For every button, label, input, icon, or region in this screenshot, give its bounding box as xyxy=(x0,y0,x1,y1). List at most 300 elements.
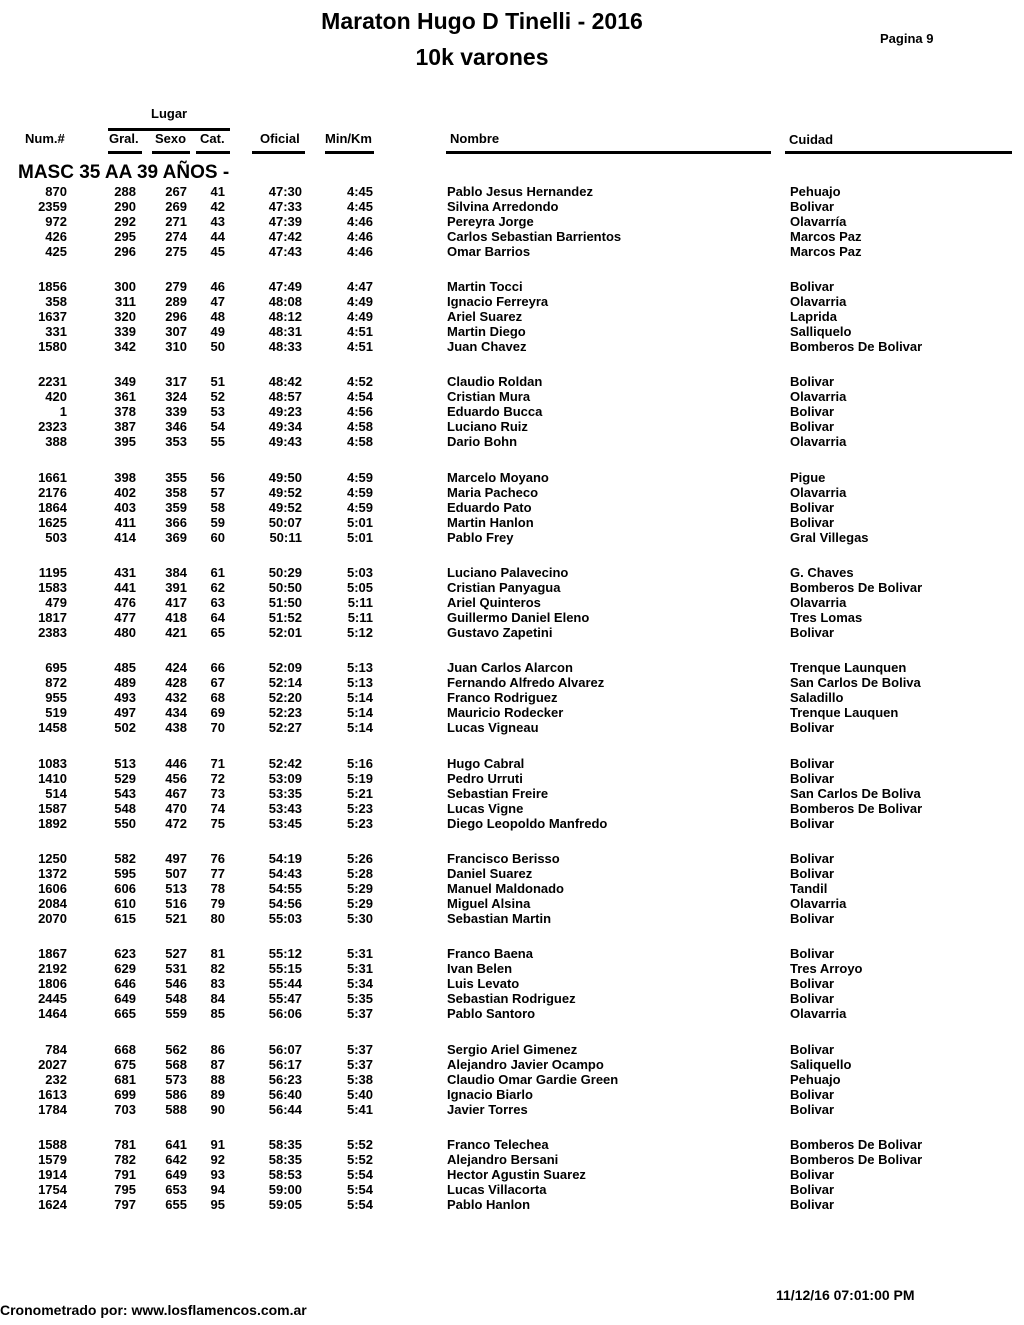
table-row xyxy=(0,625,1024,640)
cell-cat: 68 xyxy=(210,690,225,706)
cell-minkm: 5:52 xyxy=(346,1137,373,1152)
cell-cat: 67 xyxy=(210,675,225,691)
cell-cat: 74 xyxy=(210,801,225,817)
cell-nombre: Mauricio Rodecker xyxy=(447,705,564,721)
cell-oficial: 52:14 xyxy=(268,675,302,691)
cell-sexo: 562 xyxy=(165,1042,187,1057)
cell-num: 1458 xyxy=(38,720,67,736)
cell-sexo: 324 xyxy=(165,389,187,405)
table-row xyxy=(0,199,1024,214)
table-row xyxy=(0,324,1024,339)
cell-oficial: 51:50 xyxy=(268,595,302,611)
column-header-sexo: Sexo xyxy=(155,131,187,146)
cell-minkm: 4:58 xyxy=(346,419,373,435)
cell-oficial: 48:57 xyxy=(268,389,302,405)
cell-minkm: 5:11 xyxy=(347,595,373,611)
cell-ciudad: Salliquelo xyxy=(790,324,852,340)
cell-sexo: 353 xyxy=(165,434,187,450)
cell-oficial: 55:47 xyxy=(268,991,302,1007)
cell-oficial: 55:12 xyxy=(268,946,302,961)
cell-gral: 378 xyxy=(114,404,136,420)
cell-num: 1624 xyxy=(38,1197,67,1213)
cell-minkm: 4:51 xyxy=(346,324,373,340)
cell-sexo: 559 xyxy=(165,1006,187,1022)
cell-oficial: 49:50 xyxy=(268,470,302,485)
cell-oficial: 56:17 xyxy=(268,1057,302,1073)
cell-sexo: 548 xyxy=(165,991,187,1007)
cell-cat: 70 xyxy=(210,720,225,736)
cell-nombre: Guillermo Daniel Eleno xyxy=(447,610,590,626)
column-header-minkm: Min/Km xyxy=(325,131,372,146)
cell-gral: 543 xyxy=(114,786,136,802)
cell-nombre: Sebastian Freire xyxy=(447,786,549,802)
table-row xyxy=(0,244,1024,259)
cell-sexo: 470 xyxy=(165,801,187,817)
cell-nombre: Hector Agustin Suarez xyxy=(447,1167,586,1183)
cell-nombre: Pablo Hanlon xyxy=(447,1197,531,1213)
cell-minkm: 5:14 xyxy=(346,690,373,706)
cell-ciudad: Olavarria xyxy=(790,896,847,912)
cell-gral: 797 xyxy=(114,1197,136,1213)
cell-num: 1784 xyxy=(38,1102,67,1118)
cell-minkm: 5:14 xyxy=(346,720,373,736)
cell-num: 1083 xyxy=(38,756,67,771)
cell-cat: 66 xyxy=(210,660,225,675)
cell-ciudad: Pehuajo xyxy=(790,1072,841,1088)
cell-sexo: 432 xyxy=(165,690,187,706)
cell-num: 1613 xyxy=(38,1087,67,1103)
cell-minkm: 5:29 xyxy=(346,881,373,897)
header-rule-nombre xyxy=(446,151,771,154)
cell-num: 1806 xyxy=(38,976,67,992)
cell-ciudad: Olavarria xyxy=(790,434,847,450)
cell-num: 1625 xyxy=(38,515,67,531)
cell-oficial: 48:42 xyxy=(268,374,302,389)
table-row xyxy=(0,389,1024,404)
cell-ciudad: Bolivar xyxy=(790,991,835,1007)
cell-cat: 55 xyxy=(210,434,225,450)
cell-gral: 699 xyxy=(114,1087,136,1103)
cell-nombre: Ivan Belen xyxy=(447,961,513,977)
table-row xyxy=(0,595,1024,610)
cell-oficial: 52:23 xyxy=(268,705,302,721)
table-row xyxy=(0,705,1024,720)
cell-sexo: 358 xyxy=(165,485,187,501)
cell-sexo: 339 xyxy=(165,404,187,420)
cell-minkm: 5:03 xyxy=(346,565,373,580)
cell-gral: 349 xyxy=(114,374,136,389)
cell-gral: 342 xyxy=(114,339,136,355)
cell-sexo: 513 xyxy=(165,881,187,897)
cell-ciudad: Marcos Paz xyxy=(790,229,862,245)
cell-sexo: 641 xyxy=(165,1137,187,1152)
cell-ciudad: Olavarria xyxy=(790,485,847,501)
cell-sexo: 472 xyxy=(165,816,187,832)
cell-minkm: 4:59 xyxy=(346,470,373,485)
cell-cat: 79 xyxy=(210,896,225,912)
cell-sexo: 307 xyxy=(165,324,187,340)
cell-cat: 69 xyxy=(210,705,225,721)
cell-gral: 502 xyxy=(114,720,136,736)
cell-sexo: 310 xyxy=(165,339,187,355)
cell-minkm: 5:52 xyxy=(346,1152,373,1168)
cell-oficial: 49:34 xyxy=(268,419,302,435)
cell-nombre: Daniel Suarez xyxy=(447,866,533,882)
cell-nombre: Pereyra Jorge xyxy=(447,214,534,230)
cell-cat: 63 xyxy=(210,595,225,611)
cell-nombre: Martin Diego xyxy=(447,324,526,340)
cell-cat: 54 xyxy=(210,419,225,435)
cell-minkm: 5:37 xyxy=(346,1057,373,1073)
cell-gral: 480 xyxy=(114,625,136,641)
cell-cat: 45 xyxy=(210,244,225,260)
cell-nombre: Ariel Quinteros xyxy=(447,595,541,611)
cell-minkm: 4:54 xyxy=(346,389,373,405)
cell-num: 2359 xyxy=(38,199,67,215)
table-row xyxy=(0,866,1024,881)
cell-cat: 82 xyxy=(210,961,225,977)
cell-oficial: 55:15 xyxy=(268,961,302,977)
cell-cat: 61 xyxy=(210,565,225,580)
cell-num: 870 xyxy=(45,184,67,199)
cell-num: 358 xyxy=(45,294,67,310)
cell-oficial: 59:05 xyxy=(268,1197,302,1213)
cell-nombre: Gustavo Zapetini xyxy=(447,625,553,641)
table-row xyxy=(0,816,1024,831)
cell-cat: 72 xyxy=(210,771,225,787)
cell-num: 1250 xyxy=(38,851,67,866)
cell-num: 519 xyxy=(45,705,67,721)
cell-cat: 50 xyxy=(210,339,225,355)
cell-ciudad: Laprida xyxy=(790,309,837,325)
cell-minkm: 4:51 xyxy=(346,339,373,355)
column-header-cat: Cat. xyxy=(200,131,225,146)
cell-ciudad: Bomberos De Bolivar xyxy=(790,339,923,355)
cell-nombre: Martin Hanlon xyxy=(447,515,534,531)
table-row xyxy=(0,756,1024,771)
cell-oficial: 56:40 xyxy=(268,1087,302,1103)
cell-sexo: 649 xyxy=(165,1167,187,1183)
cell-oficial: 53:43 xyxy=(268,801,302,817)
cell-minkm: 5:37 xyxy=(346,1006,373,1022)
cell-nombre: Carlos Sebastian Barrientos xyxy=(447,229,622,245)
cell-ciudad: Bolivar xyxy=(790,1102,835,1118)
table-row xyxy=(0,881,1024,896)
cell-oficial: 56:23 xyxy=(268,1072,302,1088)
cell-ciudad: Bolivar xyxy=(790,374,835,389)
print-timestamp: 11/12/16 07:01:00 PM xyxy=(776,1287,915,1303)
cell-nombre: Miguel Alsina xyxy=(447,896,531,912)
cell-ciudad: Bolivar xyxy=(790,976,835,992)
cell-minkm: 4:45 xyxy=(346,199,373,215)
cell-cat: 86 xyxy=(210,1042,225,1057)
table-row xyxy=(0,1057,1024,1072)
cell-num: 426 xyxy=(45,229,67,245)
cell-gral: 665 xyxy=(114,1006,136,1022)
cell-ciudad: San Carlos De Boliva xyxy=(790,675,921,691)
cell-minkm: 4:52 xyxy=(346,374,373,389)
cell-nombre: Marcelo Moyano xyxy=(447,470,549,485)
cell-nombre: Cristian Mura xyxy=(447,389,531,405)
cell-nombre: Pablo Jesus Hernandez xyxy=(447,184,593,199)
cell-num: 1606 xyxy=(38,881,67,897)
cell-cat: 58 xyxy=(210,500,225,516)
cell-oficial: 59:00 xyxy=(268,1182,302,1198)
cell-sexo: 271 xyxy=(165,214,187,230)
table-row xyxy=(0,946,1024,961)
cell-sexo: 434 xyxy=(165,705,187,721)
header-rule-sexo xyxy=(152,151,190,154)
cell-num: 2445 xyxy=(38,991,67,1007)
cell-sexo: 516 xyxy=(165,896,187,912)
cell-ciudad: Bolivar xyxy=(790,771,835,787)
cell-cat: 92 xyxy=(210,1152,225,1168)
cell-ciudad: Bolivar xyxy=(790,1182,835,1198)
cell-nombre: Eduardo Pato xyxy=(447,500,532,516)
table-row xyxy=(0,896,1024,911)
cell-nombre: Dario Bohn xyxy=(447,434,518,450)
cell-minkm: 5:16 xyxy=(346,756,373,771)
column-header-num: Num.# xyxy=(25,131,65,146)
cell-nombre: Sebastian Martin xyxy=(447,911,552,927)
cell-sexo: 467 xyxy=(165,786,187,802)
cell-ciudad: Bomberos De Bolivar xyxy=(790,1137,923,1152)
cell-oficial: 53:45 xyxy=(268,816,302,832)
cell-nombre: Lucas Villacorta xyxy=(447,1182,547,1198)
cell-nombre: Eduardo Bucca xyxy=(447,404,543,420)
cell-gral: 295 xyxy=(114,229,136,245)
cell-cat: 60 xyxy=(210,530,225,546)
cell-oficial: 56:06 xyxy=(268,1006,302,1022)
cell-oficial: 58:53 xyxy=(268,1167,302,1183)
cell-minkm: 4:46 xyxy=(346,244,373,260)
cell-num: 1372 xyxy=(38,866,67,882)
cell-nombre: Francisco Berisso xyxy=(447,851,560,866)
cell-nombre: Pablo Santoro xyxy=(447,1006,536,1022)
table-row xyxy=(0,786,1024,801)
cell-minkm: 5:26 xyxy=(346,851,373,866)
table-row xyxy=(0,500,1024,515)
cell-nombre: Lucas Vigne xyxy=(447,801,524,817)
column-header-ciudad: Cuidad xyxy=(789,132,834,147)
cell-oficial: 49:43 xyxy=(268,434,302,450)
cell-minkm: 4:49 xyxy=(346,294,373,310)
cell-sexo: 655 xyxy=(165,1197,187,1213)
table-row xyxy=(0,214,1024,229)
cell-gral: 288 xyxy=(114,184,136,199)
cell-oficial: 52:01 xyxy=(268,625,302,641)
cell-cat: 78 xyxy=(210,881,225,897)
column-group-lugar: Lugar xyxy=(151,106,188,121)
cell-oficial: 55:44 xyxy=(268,976,302,992)
table-row xyxy=(0,961,1024,976)
cell-minkm: 5:54 xyxy=(346,1167,373,1183)
cell-oficial: 49:52 xyxy=(268,500,302,516)
cell-oficial: 58:35 xyxy=(268,1152,302,1168)
cell-oficial: 49:52 xyxy=(268,485,302,501)
category-heading: MASC 35 AA 39 AÑOS - xyxy=(18,162,230,183)
cell-sexo: 359 xyxy=(165,500,187,516)
cell-sexo: 653 xyxy=(165,1182,187,1198)
cell-cat: 64 xyxy=(210,610,225,626)
cell-minkm: 5:23 xyxy=(346,801,373,817)
cell-ciudad: Bomberos De Bolivar xyxy=(790,801,923,817)
table-row xyxy=(0,374,1024,389)
cell-ciudad: Bolivar xyxy=(790,720,835,736)
cell-cat: 91 xyxy=(210,1137,225,1152)
cell-gral: 431 xyxy=(114,565,136,580)
column-header-nombre: Nombre xyxy=(450,131,500,146)
cell-nombre: Ariel Suarez xyxy=(447,309,523,325)
cell-gral: 387 xyxy=(114,419,136,435)
cell-ciudad: Bomberos De Bolivar xyxy=(790,1152,923,1168)
cell-cat: 47 xyxy=(210,294,225,310)
cell-nombre: Luciano Ruiz xyxy=(447,419,528,435)
cell-ciudad: Trenque Lauquen xyxy=(790,705,899,721)
cell-gral: 649 xyxy=(114,991,136,1007)
cell-gral: 629 xyxy=(114,961,136,977)
cell-ciudad: Olavarria xyxy=(790,1006,847,1022)
cell-num: 2231 xyxy=(38,374,67,389)
cell-ciudad: Bolivar xyxy=(790,199,835,215)
cell-num: 331 xyxy=(45,324,67,340)
table-row xyxy=(0,565,1024,580)
cell-oficial: 54:56 xyxy=(268,896,302,912)
cell-minkm: 5:29 xyxy=(346,896,373,912)
cell-minkm: 5:40 xyxy=(346,1087,373,1103)
cell-gral: 311 xyxy=(115,294,136,310)
cell-nombre: Pedro Urruti xyxy=(447,771,523,787)
table-row xyxy=(0,515,1024,530)
cell-ciudad: Marcos Paz xyxy=(790,244,862,260)
page-subtitle: 10k varones xyxy=(415,44,549,70)
cell-minkm: 4:56 xyxy=(346,404,373,420)
cell-gral: 485 xyxy=(114,660,136,675)
cell-gral: 795 xyxy=(114,1182,136,1198)
cell-num: 425 xyxy=(45,244,67,260)
cell-nombre: Martin Tocci xyxy=(447,279,523,294)
cell-gral: 675 xyxy=(114,1057,136,1073)
cell-cat: 87 xyxy=(210,1057,225,1073)
cell-num: 872 xyxy=(45,675,67,691)
cell-cat: 84 xyxy=(210,991,225,1007)
column-header-oficial: Oficial xyxy=(260,131,300,146)
cell-oficial: 52:20 xyxy=(268,690,302,706)
cell-cat: 83 xyxy=(210,976,225,992)
cell-gral: 529 xyxy=(114,771,136,787)
cell-nombre: Manuel Maldonado xyxy=(447,881,564,897)
cell-ciudad: Saladillo xyxy=(790,690,844,706)
table-row xyxy=(0,851,1024,866)
cell-sexo: 267 xyxy=(165,184,187,199)
cell-cat: 46 xyxy=(210,279,225,294)
header-rule-cat xyxy=(196,151,230,154)
cell-oficial: 56:07 xyxy=(268,1042,302,1057)
cell-num: 1579 xyxy=(38,1152,67,1168)
cell-num: 2084 xyxy=(38,896,67,912)
cell-oficial: 50:11 xyxy=(269,530,302,546)
cell-sexo: 417 xyxy=(165,595,187,611)
cell-gral: 411 xyxy=(115,515,136,531)
cell-cat: 89 xyxy=(210,1087,225,1103)
cell-num: 2027 xyxy=(38,1057,67,1073)
cell-num: 1867 xyxy=(38,946,67,961)
timing-credit: Cronometrado por: www.losflamencos.com.ar xyxy=(0,1302,307,1318)
cell-num: 1914 xyxy=(38,1167,67,1183)
cell-minkm: 5:23 xyxy=(346,816,373,832)
cell-num: 1637 xyxy=(38,309,67,325)
cell-gral: 782 xyxy=(114,1152,136,1168)
cell-nombre: Franco Baena xyxy=(447,946,533,961)
cell-num: 503 xyxy=(45,530,67,546)
cell-minkm: 5:35 xyxy=(346,991,373,1007)
cell-sexo: 317 xyxy=(165,374,187,389)
cell-sexo: 428 xyxy=(165,675,187,691)
cell-ciudad: Bolivar xyxy=(790,1197,835,1213)
cell-ciudad: Pehuajo xyxy=(790,184,841,199)
cell-minkm: 5:14 xyxy=(346,705,373,721)
cell-ciudad: San Carlos De Boliva xyxy=(790,786,921,802)
table-row xyxy=(0,771,1024,786)
cell-minkm: 4:58 xyxy=(346,434,373,450)
cell-num: 1892 xyxy=(38,816,67,832)
cell-cat: 53 xyxy=(210,404,225,420)
cell-cat: 51 xyxy=(210,374,225,389)
cell-ciudad: Tandil xyxy=(790,881,828,897)
cell-minkm: 5:11 xyxy=(347,610,373,626)
table-row xyxy=(0,1152,1024,1167)
cell-nombre: Hugo Cabral xyxy=(447,756,525,771)
cell-gral: 681 xyxy=(114,1072,136,1088)
cell-minkm: 5:01 xyxy=(346,530,373,546)
cell-oficial: 48:12 xyxy=(268,309,302,325)
cell-minkm: 5:37 xyxy=(346,1042,373,1057)
cell-cat: 77 xyxy=(210,866,225,882)
cell-oficial: 58:35 xyxy=(268,1137,302,1152)
cell-ciudad: Olavarria xyxy=(790,595,847,611)
table-row xyxy=(0,675,1024,690)
cell-num: 1580 xyxy=(38,339,67,355)
cell-minkm: 5:31 xyxy=(346,961,373,977)
cell-oficial: 47:43 xyxy=(268,244,302,260)
cell-nombre: Claudio Roldan xyxy=(447,374,543,389)
table-row xyxy=(0,610,1024,625)
cell-cat: 75 xyxy=(210,816,225,832)
cell-cat: 56 xyxy=(210,470,225,485)
table-row xyxy=(0,991,1024,1006)
cell-minkm: 5:41 xyxy=(346,1102,373,1118)
cell-sexo: 296 xyxy=(165,309,187,325)
cell-sexo: 531 xyxy=(165,961,187,977)
cell-ciudad: Bolivar xyxy=(790,1042,835,1057)
cell-nombre: Silvina Arredondo xyxy=(447,199,559,215)
cell-oficial: 47:49 xyxy=(268,279,302,294)
cell-gral: 582 xyxy=(114,851,136,866)
cell-sexo: 424 xyxy=(165,660,187,675)
cell-sexo: 384 xyxy=(165,565,187,580)
cell-gral: 361 xyxy=(114,389,136,405)
table-row xyxy=(0,184,1024,199)
cell-cat: 57 xyxy=(210,485,225,501)
cell-nombre: Sebastian Rodriguez xyxy=(447,991,576,1007)
cell-num: 479 xyxy=(45,595,67,611)
cell-cat: 73 xyxy=(210,786,225,802)
cell-ciudad: Bolivar xyxy=(790,1087,835,1103)
cell-num: 1410 xyxy=(38,771,67,787)
table-row xyxy=(0,660,1024,675)
cell-gral: 476 xyxy=(114,595,136,611)
cell-sexo: 274 xyxy=(165,229,187,245)
